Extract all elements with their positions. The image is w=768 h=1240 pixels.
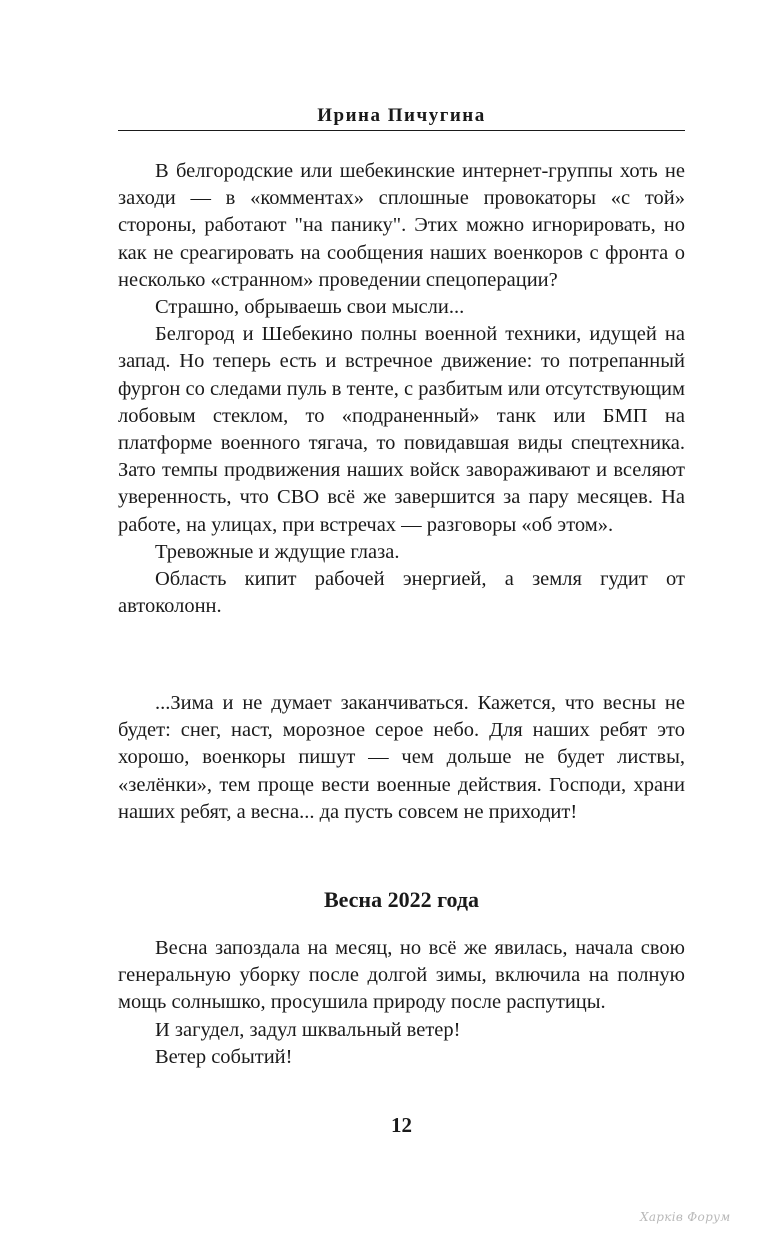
paragraph: Белгород и Шебекино полны военной техники, идущей на запад. Но теперь есть и встречное движение: то потрепанный фургон со следами пуль в тенте, с разбитым или отсутствующим лобовым стеклом, то «подраненный» танк или БМП на платформе военного тягача, то повидавшая виды спецтехника. Зато темпы продвижения наших войск завораживают и вселяют уверенность, что СВО всё же завершится за пару месяцев. На работе, на улицах, при встречах — разговоры «об этом». <box>118 323 685 536</box>
header-rule <box>118 130 685 131</box>
paragraph: ...Зима и не думает заканчиваться. Кажется, что весны не будет: снег, наст, морозное серое небо. Для наших ребят это хорошо, военкоры пишут — чем дольше не будет листвы, «зелёнки», тем проще вести военные действия. Господи, храни наших ребят, а весна... да пусть совсем не приходит! <box>118 692 685 823</box>
page-number: 12 <box>391 1113 412 1137</box>
text-block-3 <box>118 935 685 1071</box>
running-head-author: Ирина Пичугина <box>317 105 486 126</box>
paragraph: Тревожные и ждущие глаза. <box>155 540 400 563</box>
paragraph: Весна запоздала на месяц, но всё же явилась, начала свою генеральную уборку после долгой зимы, включила на полную мощь солнышко, просушила природу после распутицы. <box>118 937 685 1014</box>
paragraph: Ветер событий! <box>155 1045 293 1068</box>
text-block-2 <box>118 690 685 826</box>
text-block-1 <box>118 158 685 620</box>
paragraph: И загудел, задул шквальный ветер! <box>155 1018 461 1041</box>
paragraph: Область кипит рабочей энергией, а земля гудит от автоколонн. <box>118 568 685 618</box>
paragraph: В белгородские или шебекинские интернет-группы хоть не заходи — в «комментах» сплошные провокаторы «с той» стороны, работают "на панику". Этих можно игнорировать, но как не среагировать на сообщения наших военкоров с фронта о несколько «странном» проведении спецоперации? <box>118 160 685 291</box>
section-heading: Весна 2022 года <box>323 887 480 912</box>
watermark: Харків Форум <box>640 1210 731 1224</box>
paragraph: Страшно, обрываешь свои мысли... <box>155 296 465 319</box>
